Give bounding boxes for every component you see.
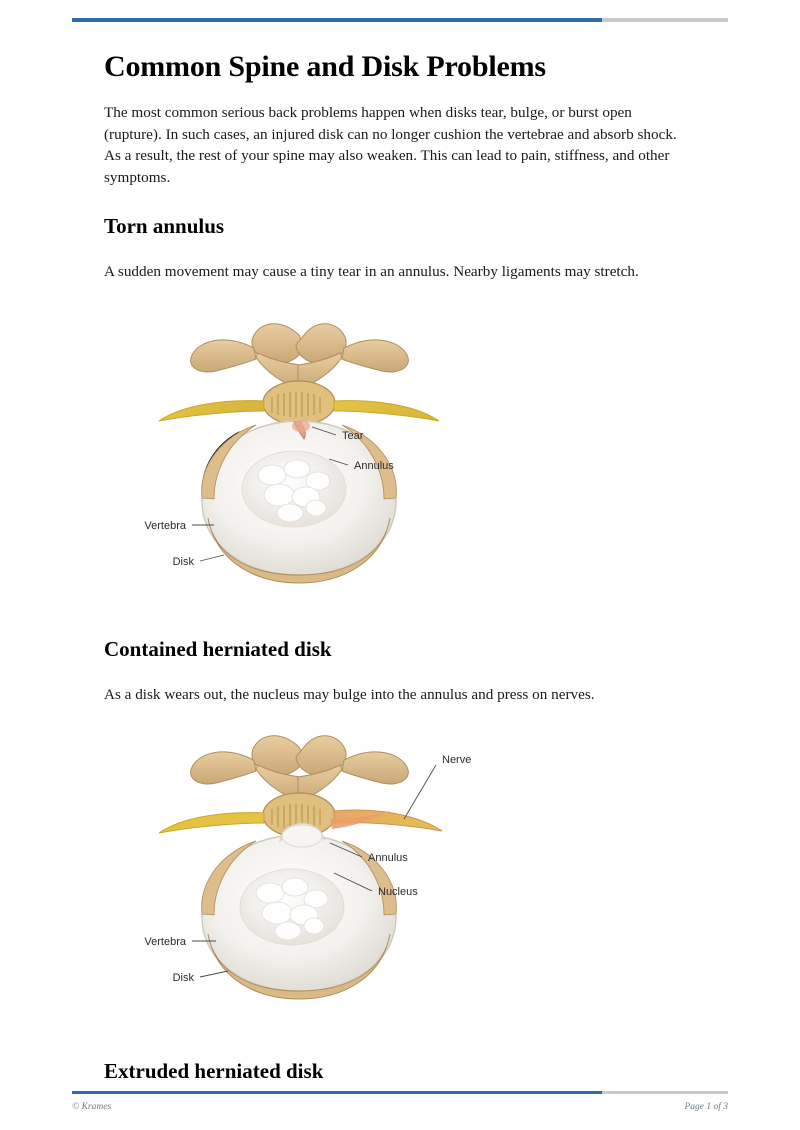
footer-copyright: © Krames — [72, 1102, 112, 1112]
vertebra-processes — [191, 736, 409, 801]
figure-label: Vertebra — [144, 936, 186, 949]
figure-label: Annulus — [368, 852, 408, 865]
figure-label: Nucleus — [378, 886, 418, 899]
section-heading-torn-annulus: Torn annulus — [104, 214, 225, 239]
footer-rule-accent — [72, 1091, 602, 1094]
section-heading-contained-herniated-disk: Contained herniated disk — [104, 636, 332, 661]
figure-label: Annulus — [354, 459, 394, 472]
contained-herniated-disk-illustration — [104, 715, 704, 1015]
section-heading-extruded-herniated-disk: Extruded herniated disk — [104, 1059, 324, 1084]
section-text-contained-herniated-disk: As a disk wears out, the nucleus may bulge into the annulus and press on nerves. — [104, 685, 595, 703]
header-rule-accent — [72, 18, 602, 22]
page-title: Common Spine and Disk Problems — [104, 50, 546, 83]
vertebra-processes — [191, 324, 409, 389]
figure-label: Disk — [172, 972, 194, 985]
torn-annulus-illustration — [104, 293, 704, 593]
document-content — [104, 50, 704, 1106]
intro-paragraph: The most common serious back problems happen when disks tear, bulge, or burst open (rupture). In such cases, an injured disk can no longer cushion the vertebrae and absorb shock. As a result, the rest of your spine may also weaken. This can lead to pain, stiffness, and other symptoms. — [104, 104, 677, 186]
figure-label: Disk — [172, 555, 194, 568]
figure-label: Vertebra — [144, 519, 186, 532]
section-text-torn-annulus: A sudden movement may cause a tiny tear in an annulus. Nearby ligaments may stretch. — [104, 263, 639, 281]
figure-label: Tear — [342, 429, 364, 442]
footer-page-info: Page 1 of 3 — [684, 1102, 728, 1112]
figure-label: Nerve — [442, 754, 472, 767]
